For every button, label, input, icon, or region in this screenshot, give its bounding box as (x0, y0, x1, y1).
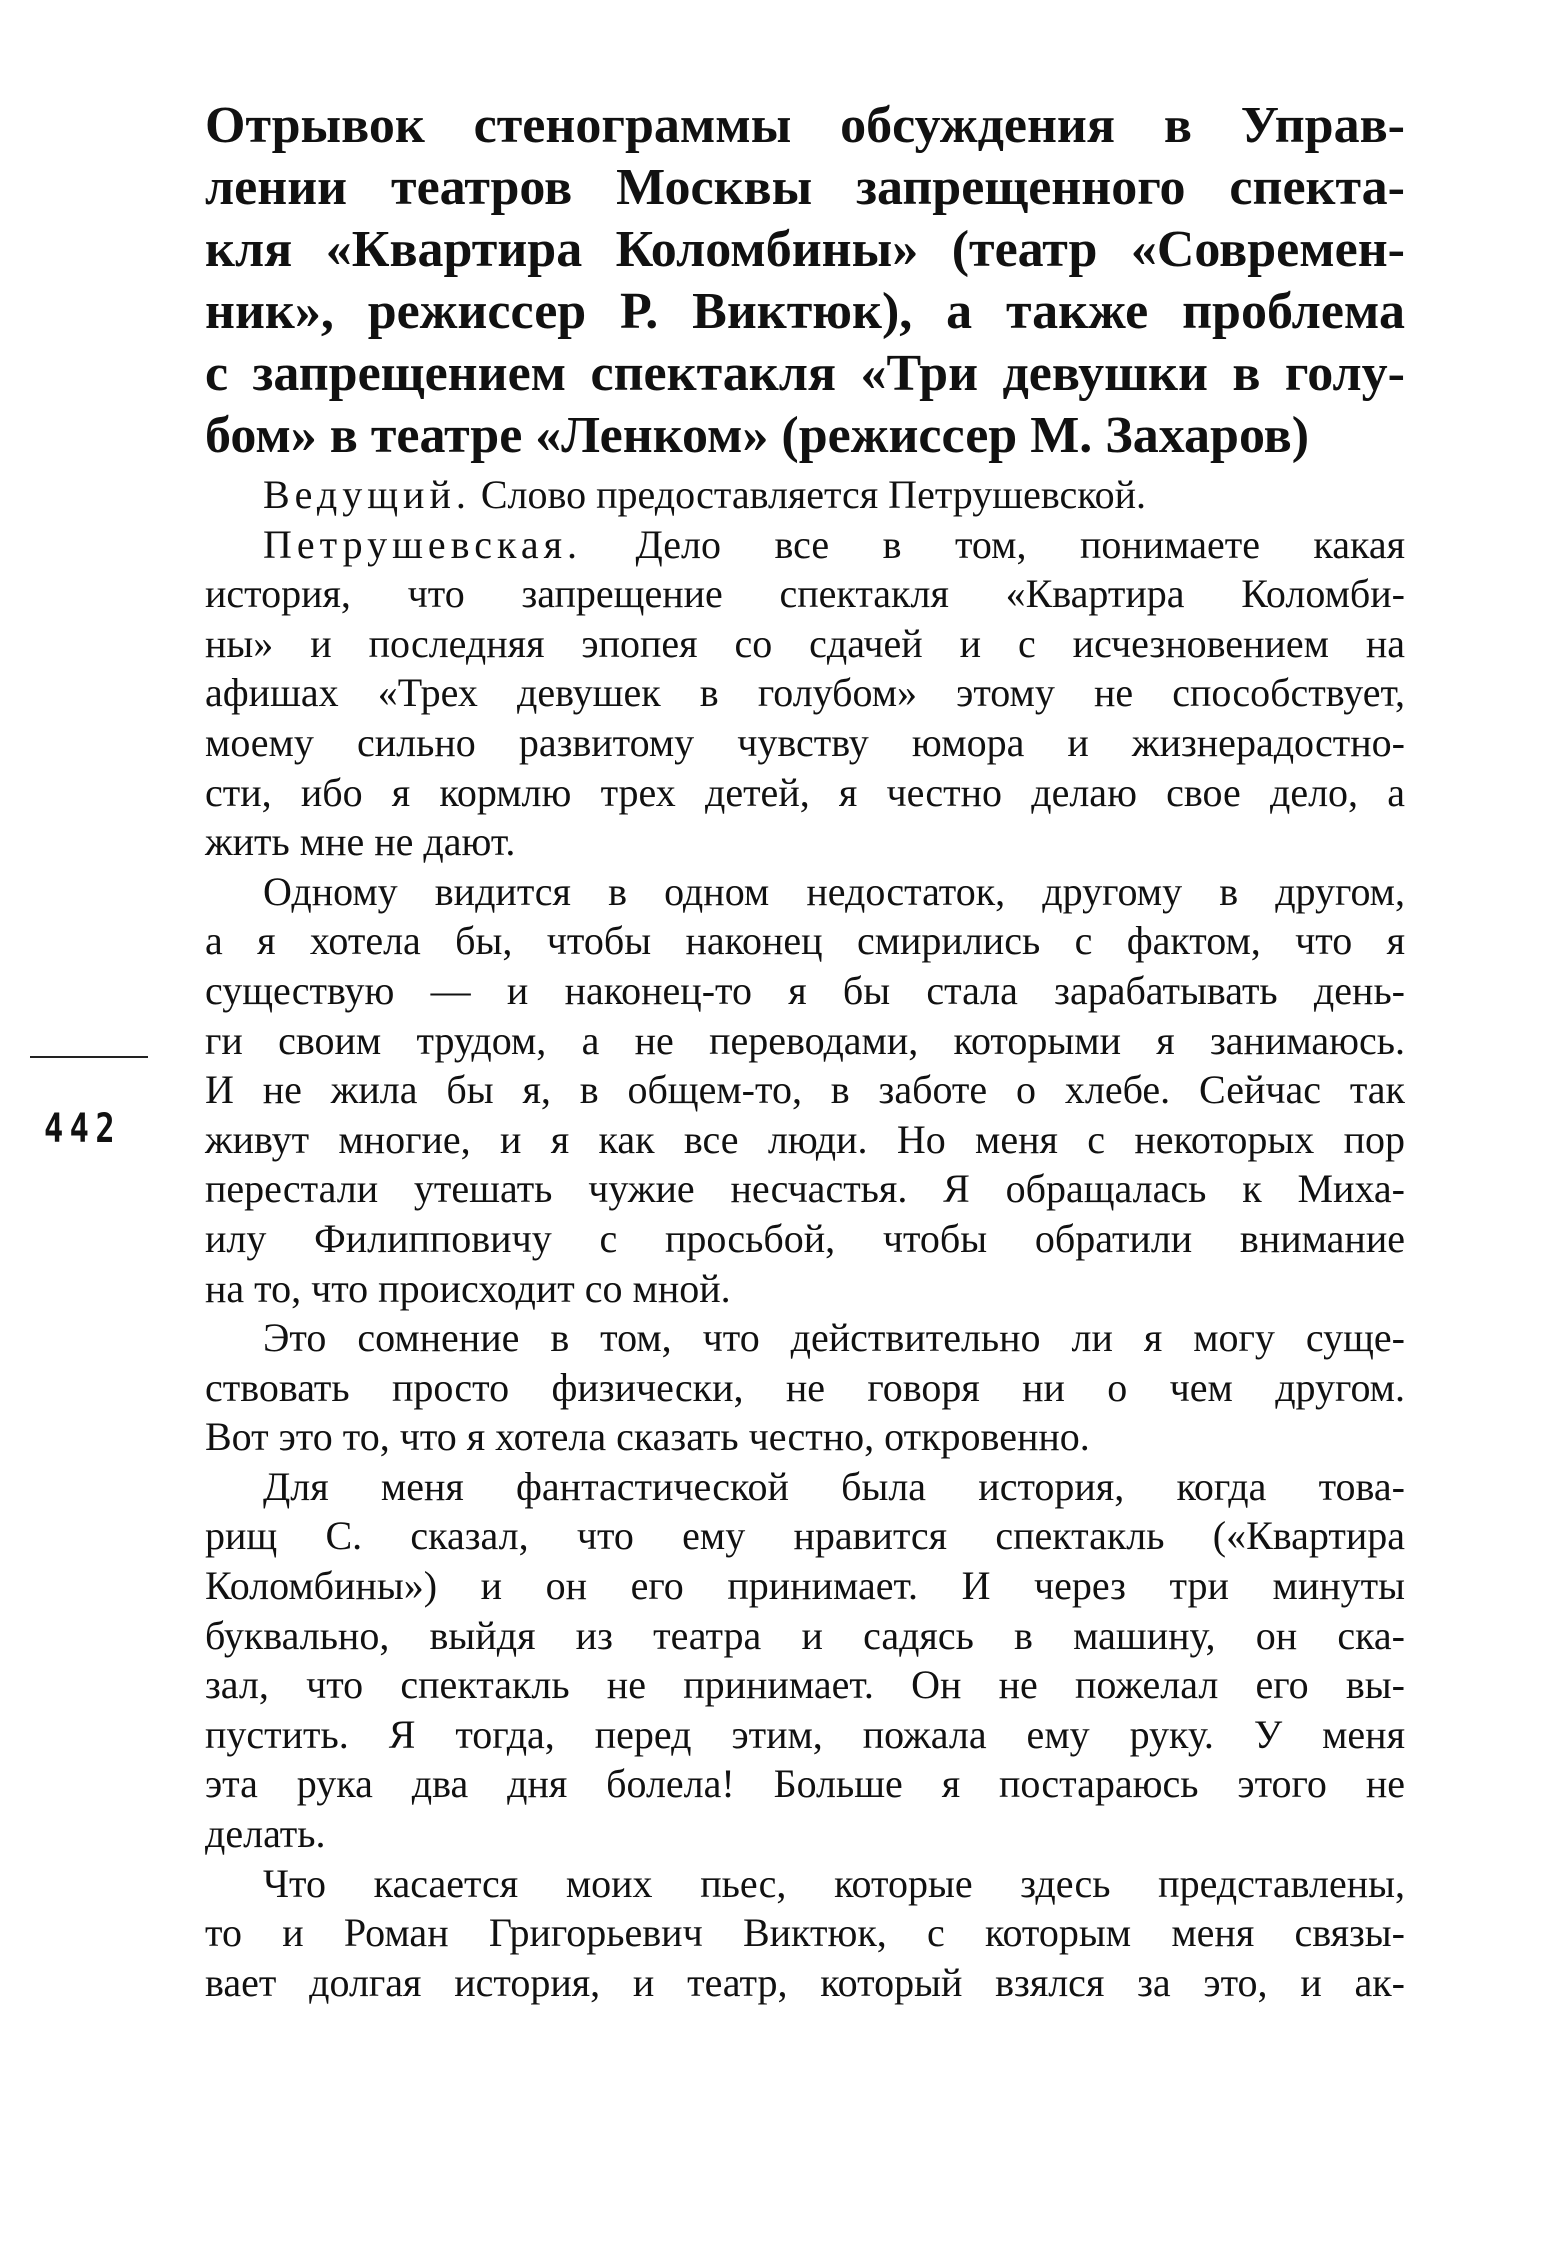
section-heading (205, 95, 1405, 467)
paragraph-presenter (205, 470, 1405, 520)
text-line: перестали утешать чужие несчастья. Я обращалась к Миха- (205, 1166, 1405, 1212)
paragraph (205, 1313, 1405, 1462)
heading-line: Отрывок стенограммы обсуждения в Управ- (205, 97, 1405, 154)
text-line: буквально, выйдя из театра и садясь в машину, он ска- (205, 1612, 1405, 1658)
margin-rule (30, 1056, 148, 1058)
text-line: ны» и последняя эпопея со сдачей и с исчезновением на (205, 620, 1405, 666)
heading-line: ник», режиссер Р. Виктюк), а также проблема (205, 283, 1405, 340)
text-line: пустить. Я тогда, перед этим, пожала ему руку. У меня (205, 1711, 1405, 1757)
speaker-name: Ведущий. (263, 472, 471, 517)
text-line: вает долгая история, и театр, который взялся за это, и ак- (205, 1959, 1405, 2005)
text-line: И не жила бы я, в общем-то, в заботе о хлебе. Сейчас так (205, 1067, 1405, 1113)
speech-text: Дело все в том, понимаете какая (582, 521, 1405, 567)
text-line: Что касается моих пьес, которые здесь представлены, (263, 1860, 1405, 1906)
text-line: жить мне не дают. (205, 819, 516, 865)
text-line: афишах «Трех девушек в голубом» этому не способствует, (205, 670, 1405, 716)
text-line: ги своим трудом, а не переводами, которыми я занимаюсь. (205, 1017, 1405, 1063)
speech-text: Слово предоставляется Петрушевской. (470, 472, 1147, 517)
text-line: сти, ибо я кормлю трех детей, я честно делаю свое дело, а (205, 769, 1405, 815)
heading-line: лении театров Москвы запрещенного спекта- (205, 159, 1405, 216)
text-line: Вот это то, что я хотела сказать честно, откровенно. (205, 1414, 1090, 1460)
text-line: а я хотела бы, чтобы наконец смирились с фактом, что я (205, 918, 1405, 964)
heading-line: с запрещением спектакля «Три девушки в голу- (205, 345, 1405, 402)
text-line: на то, что происходит со мной. (205, 1265, 731, 1311)
text-line: существую — и наконец-то я бы стала зарабатывать день- (205, 967, 1405, 1013)
page-number: 442 (44, 1106, 121, 1152)
paragraph (205, 867, 1405, 1313)
heading-line: бом» в театре «Ленком» (режиссер М. Захаров) (205, 407, 1310, 464)
paragraph-petrushevskaya (205, 520, 1405, 867)
speaker-name: Петрушевская. (263, 521, 583, 567)
text-line: Коломбины») и он его принимает. И через три минуты (205, 1563, 1405, 1609)
text-line: эта рука два дня болела! Больше я постараюсь этого не (205, 1761, 1405, 1807)
text-line: зал, что спектакль не принимает. Он не пожелал его вы- (205, 1662, 1405, 1708)
text-line (205, 470, 1405, 520)
text-line: ствовать просто физически, не говоря ни о чем другом. (205, 1364, 1405, 1410)
text-line: делать. (205, 1811, 326, 1857)
text-line: история, что запрещение спектакля «Квартира Коломби- (205, 571, 1405, 617)
text-line (205, 520, 1405, 570)
paragraph (205, 1462, 1405, 1859)
text-line: то и Роман Григорьевич Виктюк, с которым меня связы- (205, 1910, 1405, 1956)
text-line: живут многие, и я как все люди. Но меня с некоторых пор (205, 1116, 1405, 1162)
text-line: рищ С. сказал, что ему нравится спектакль («Квартира (205, 1513, 1405, 1559)
text-line: Одному видится в одном недостаток, другому в другом, (263, 868, 1405, 914)
text-line: илу Филипповичу с просьбой, чтобы обратили внимание (205, 1215, 1405, 1261)
text-line: Это сомнение в том, что действительно ли я могу суще- (263, 1315, 1405, 1361)
text-line: моему сильно развитому чувству юмора и жизнерадостно- (205, 719, 1405, 765)
text-line: Для меня фантастической была история, когда това- (263, 1463, 1405, 1509)
heading-line: кля «Квартира Коломбины» (театр «Современ- (205, 221, 1405, 278)
paragraph (205, 1859, 1405, 2008)
transcript-body (205, 470, 1405, 2007)
